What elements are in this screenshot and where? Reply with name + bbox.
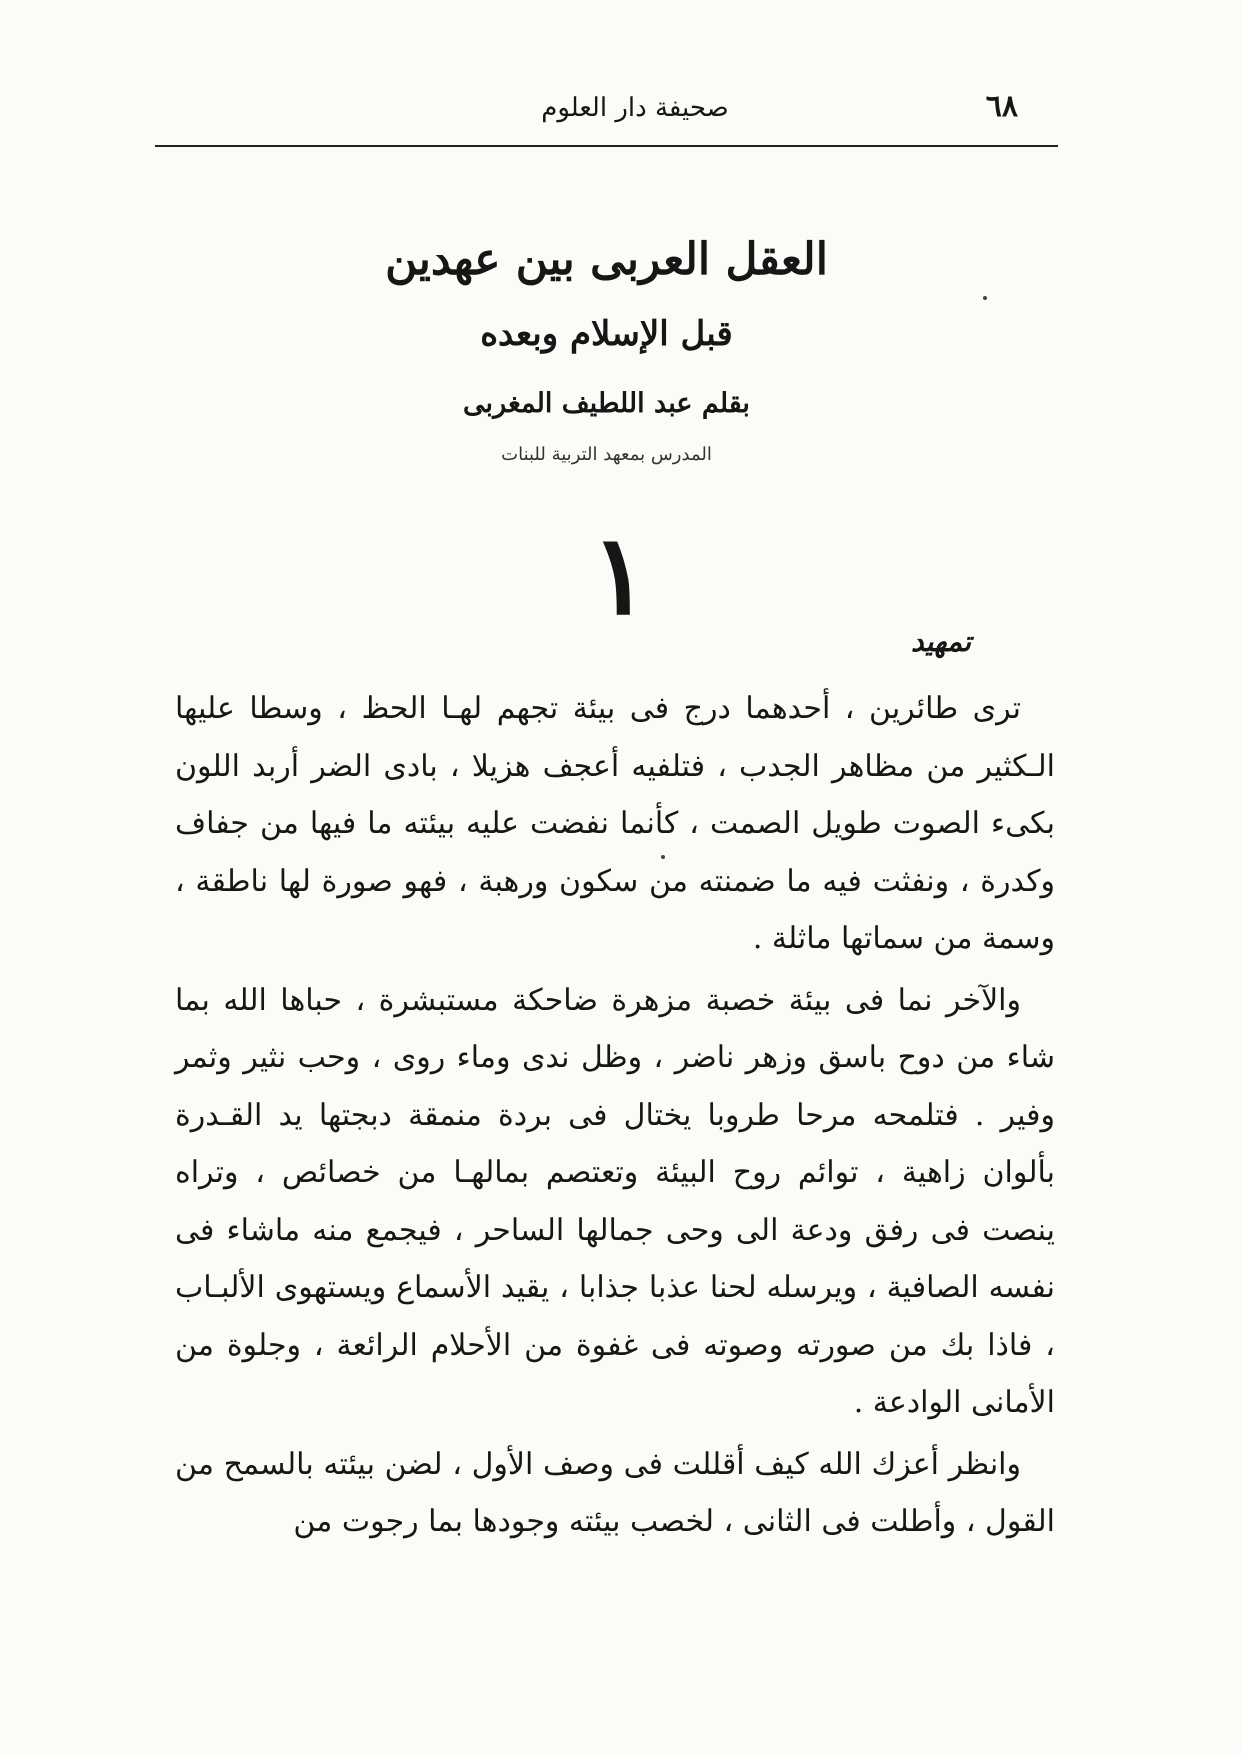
author-byline: بقلم عبد اللطيف المغربى	[463, 388, 750, 419]
page-header	[155, 85, 1058, 145]
print-speck	[661, 855, 665, 859]
page-number: ٦٨	[985, 89, 1018, 124]
part-numeral: ١	[590, 510, 650, 639]
article-body	[175, 680, 1055, 1551]
paragraph: ترى طائرين ، أحدهما درج فى بيئة تجهم لهـا الحظ ، وسطا عليها الـكثير من مظاهر الجدب ، فتلفيه أعجف هزيلا ، بادى الضر أربد اللون بكىء الصوت طويل الصمت ، كأنما نفضت عليه بيئته ما فيها من جفاف وكدرة ، ونفثت فيه ما ضمنته من سكون ورهبة ، فهو صورة لها ناطقة ، وسمة من سماتها ماثلة .	[175, 691, 1055, 956]
header-rule	[155, 145, 1058, 147]
paragraph: والآخر نما فى بيئة خصبة مزهرة ضاحكة مستبشرة ، حباها الله بما شاء من دوح باسق وزهر ناضر ، وظل ندى وماء روى ، وحب نثير وثمر وفير . فتلمحه مرحا طروبا يختال فى بردة منمقة دبجتها يد القـدرة بألوان زاهية ، توائم روح البيئة وتعتصم بمالهـا من خصائص ، وتراه ينصت فى رفق ودعة الى وحى جمالها الساحر ، فيجمع منه ماشاء فى نفسه الصافية ، ويرسله لحنا عذبا جذابا ، يقيد الأسماع ويستهوى الألبـاب ، فاذا بك من صورته وصوته فى غفوة من الأحلام الرائعة ، وجلوة من الأمانى الوادعة .	[175, 982, 1055, 1420]
print-speck	[983, 296, 987, 300]
section-heading: تمهيد	[910, 625, 971, 658]
paragraph: وانظر أعزك الله كيف أقللت فى وصف الأول ، لضن بيئته بالسمح من القول ، وأطلت فى الثانى ، لخصب بيئته وجودها بما رجوت من	[175, 1446, 1055, 1539]
journal-title: صحيفة دار العلوم	[541, 93, 729, 123]
author-position: المدرس بمعهد التربية للبنات	[501, 444, 712, 465]
article-subtitle: قبل الإسلام وبعده	[480, 314, 733, 354]
article-heading	[155, 225, 1058, 475]
article-title: العقل العربى بين عهدين	[385, 234, 828, 285]
